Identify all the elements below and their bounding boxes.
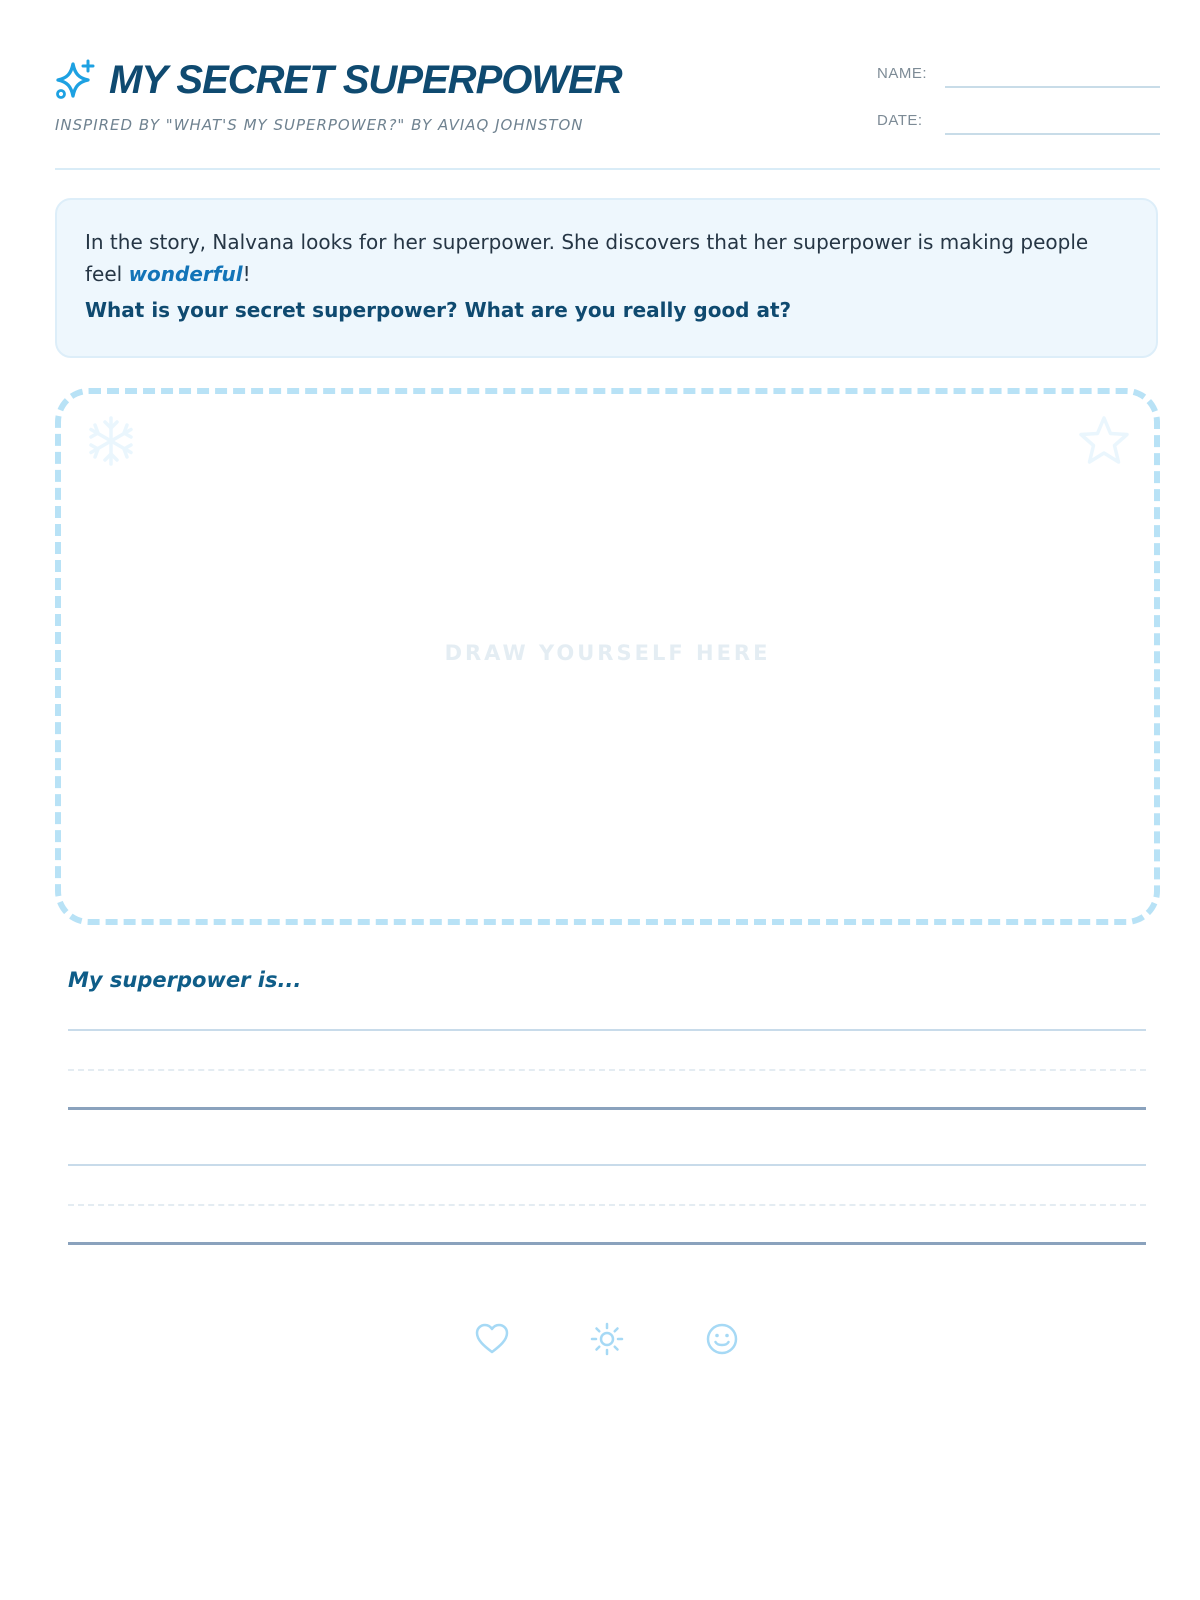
date-field[interactable]: [877, 105, 1160, 137]
intro-box: [55, 198, 1158, 358]
page-subtitle: INSPIRED BY "WHAT'S MY SUPERPOWER?" BY AVIAQ JOHNSTON: [55, 116, 584, 134]
intro-highlight: wonderful: [128, 262, 243, 286]
worksheet-header: [55, 55, 1160, 170]
smile-icon: [704, 1321, 740, 1357]
sparkle-icon: [55, 59, 97, 101]
date-label: DATE:: [877, 112, 923, 129]
title-row: [55, 55, 622, 105]
page-title: MY SECRET SUPERPOWER: [109, 57, 622, 102]
answer-label: My superpower is...: [68, 968, 302, 992]
snowflake-icon: [85, 415, 137, 467]
writing-line-base[interactable]: [68, 1107, 1146, 1110]
drawing-area[interactable]: [55, 388, 1160, 925]
date-line[interactable]: [945, 133, 1160, 135]
writing-line-top[interactable]: [68, 1029, 1146, 1031]
sun-icon: [589, 1321, 625, 1357]
heart-icon: [474, 1321, 510, 1357]
name-label: NAME:: [877, 65, 928, 82]
intro-text: [85, 226, 1128, 290]
writing-line-base[interactable]: [68, 1242, 1146, 1245]
writing-line-top[interactable]: [68, 1164, 1146, 1166]
intro-text-start: In the story, Nalvana looks for her superpower. She discovers that her superpower is making people feel: [85, 230, 1089, 286]
intro-text-end: !: [242, 262, 251, 286]
drawing-prompt: DRAW YOURSELF HERE: [444, 641, 771, 665]
name-line[interactable]: [945, 86, 1160, 88]
intro-question: What is your secret superpower? What are you really good at?: [85, 298, 792, 322]
name-field[interactable]: [877, 58, 1160, 90]
writing-line-middle: [68, 1069, 1146, 1071]
star-icon: [1078, 415, 1130, 467]
writing-line-middle: [68, 1204, 1146, 1206]
